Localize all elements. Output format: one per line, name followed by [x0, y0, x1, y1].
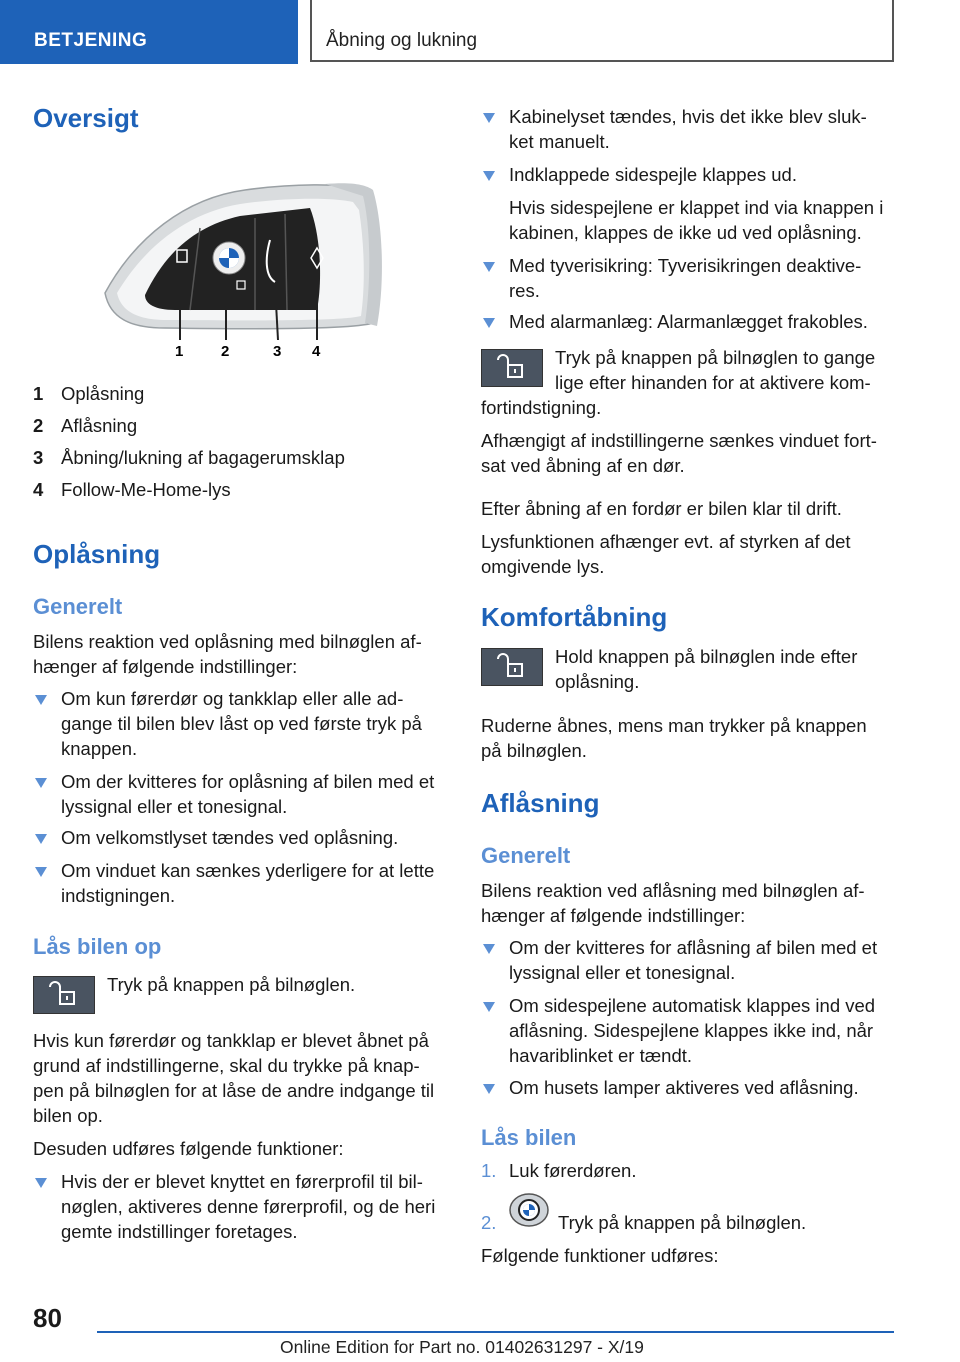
bullet-line: nøglen, aktiveres denne førerprofil, og de heri	[61, 1196, 436, 1217]
bullet-line: res.	[509, 280, 540, 301]
afhaengigt-text: sat ved åbning af en dør.	[481, 455, 685, 476]
sidespejle-note: Hvis sidespejlene er klappet ind via knappen i	[509, 197, 884, 218]
desuden-text: Desuden udføres følgende funktioner:	[33, 1138, 344, 1159]
header-section: BETJENING	[34, 30, 148, 51]
bullet-line: Om der kvitteres for oplåsning af bilen med et	[61, 771, 435, 792]
bullet-line: ket manuelt.	[509, 131, 610, 152]
unlock-button-icon	[481, 349, 543, 387]
bullet-line: havariblinket er tændt.	[509, 1045, 693, 1066]
generelt-intro-2: hænger af følgende indstillinger:	[33, 656, 298, 677]
ruderne-text: på bilnøglen.	[481, 740, 587, 761]
bullet-line: lyssignal eller et tonesignal.	[509, 962, 736, 983]
generelt-intro: hænger af følgende indstillinger:	[481, 905, 746, 926]
bullet-triangle-icon	[483, 262, 495, 272]
komfortaabning-title: Komfortåbning	[481, 602, 668, 632]
page-number: 80	[33, 1303, 62, 1333]
generelt-title: Generelt	[481, 843, 571, 868]
unlock-button-icon	[481, 648, 543, 686]
bullet-line: Indklappede sidespejle klappes ud.	[509, 164, 797, 185]
unlock-button-icon	[33, 976, 95, 1014]
key-fob-illustration	[95, 178, 395, 363]
lysfunktion-text: Lysfunktionen afhænger evt. af styrken af det	[481, 531, 851, 552]
header-section-tab	[0, 0, 298, 64]
afhaengigt-text: Afhængigt af indstillingerne sænkes vinduet fort-	[481, 430, 877, 451]
bullet-line: Om sidespejlene automatisk klappes ind ved	[509, 995, 876, 1016]
bullet-line: Om husets lamper aktiveres ved aflåsning.	[509, 1077, 859, 1098]
legend-num: 3	[33, 447, 44, 468]
generelt-intro: Bilens reaktion ved aflåsning med bilnøglen af-	[481, 880, 865, 901]
bullet-line: gemte indstillinger foretages.	[61, 1221, 298, 1242]
laas-title: Lås bilen	[481, 1125, 577, 1150]
laas-op-para: bilen op.	[33, 1105, 103, 1126]
bullet-line: aflåsning. Sidespejlene klappes ikke ind, når	[509, 1020, 874, 1041]
bullet-line: Hvis der er blevet knyttet en førerprofil til bil-	[61, 1171, 423, 1192]
legend-text: Follow-Me-Home-lys	[61, 479, 231, 500]
legend-num: 2	[33, 415, 44, 436]
bullet-triangle-icon	[35, 778, 47, 788]
komfort-hold: oplåsning.	[555, 671, 640, 692]
laas-op-para: Hvis kun førerdør og tankklap er blevet åbnet på	[33, 1030, 429, 1051]
legend-num: 4	[33, 479, 44, 500]
bullet-triangle-icon	[483, 944, 495, 954]
legend-text: Oplåsning	[61, 383, 145, 404]
legend-num: 1	[33, 383, 44, 404]
efter-text: Efter åbning af en fordør er bilen klar til drift.	[481, 498, 842, 519]
oplaasning-title: Oplåsning	[33, 539, 161, 569]
header-chapter: Åbning og lukning	[326, 30, 478, 51]
aflaasning-title: Aflåsning	[481, 788, 600, 818]
step-text: Tryk på knappen på bilnøglen.	[558, 1212, 807, 1233]
generelt-intro-1: Bilens reaktion ved oplåsning med bilnøglen af-	[33, 631, 422, 652]
figure-label: 2	[221, 343, 230, 360]
footer-edition: Online Edition for Part no. 01402631297 - X/19	[280, 1337, 644, 1357]
figure-label: 4	[312, 343, 321, 360]
lysfunktion-text: omgivende lys.	[481, 556, 605, 577]
legend-text: Aflåsning	[61, 415, 138, 436]
figure-label: 3	[273, 343, 282, 360]
step-num: 1.	[481, 1160, 497, 1181]
lock-button-icon	[508, 1192, 550, 1228]
bullet-triangle-icon	[483, 318, 495, 328]
bullet-triangle-icon	[35, 695, 47, 705]
bullet-triangle-icon	[483, 1084, 495, 1094]
komfort-step: lige efter hinanden for at aktivere kom-	[555, 372, 871, 393]
bullet-line: indstigningen.	[61, 885, 176, 906]
komfort-step: fortindstigning.	[481, 397, 602, 418]
footer-divider	[97, 1331, 894, 1333]
bullet-triangle-icon	[483, 171, 495, 181]
bullet-line: gange til bilen blev låst op ved første tryk på	[61, 713, 422, 734]
laas-op-para: grund af indstillingerne, skal du trykke på knap-	[33, 1055, 420, 1076]
figure-label: 1	[175, 343, 184, 360]
generelt-title: Generelt	[33, 594, 123, 619]
bullet-line: Med tyverisikring: Tyverisikringen deaktive-	[509, 255, 862, 276]
bullet-line: Om kun førerdør og tankklap eller alle ad-	[61, 688, 404, 709]
bullet-triangle-icon	[35, 867, 47, 877]
bullet-triangle-icon	[483, 1002, 495, 1012]
komfort-hold: Hold knappen på bilnøglen inde efter	[555, 646, 858, 667]
bullet-line: Kabinelyset tændes, hvis det ikke blev sluk-	[509, 106, 867, 127]
bullet-line: lyssignal eller et tonesignal.	[61, 796, 288, 817]
bullet-line: Om vinduet kan sænkes yderligere for at lette	[61, 860, 435, 881]
bullet-triangle-icon	[35, 1178, 47, 1188]
step-text: Luk førerdøren.	[509, 1160, 637, 1181]
bullet-triangle-icon	[483, 113, 495, 123]
sidespejle-note: kabinen, klappes de ikke ud ved oplåsning.	[509, 222, 862, 243]
bullet-line: knappen.	[61, 738, 138, 759]
laas-op-para: pen på bilnøglen for at låse de andre indgange til	[33, 1080, 435, 1101]
oversigt-title: Oversigt	[33, 103, 139, 133]
bullet-line: Om velkomstlyset tændes ved oplåsning.	[61, 827, 399, 848]
laas-op-title: Lås bilen op	[33, 934, 162, 959]
bullet-triangle-icon	[35, 834, 47, 844]
laas-op-step: Tryk på knappen på bilnøglen.	[107, 974, 356, 995]
bullet-line: Om der kvitteres for aflåsning af bilen med et	[509, 937, 878, 958]
step-num: 2.	[481, 1212, 497, 1233]
foelgende-text: Følgende funktioner udføres:	[481, 1245, 719, 1266]
komfort-step: Tryk på knappen på bilnøglen to gange	[555, 347, 876, 368]
legend-text: Åbning/lukning af bagagerumsklap	[61, 447, 345, 468]
header-chapter-box	[310, 0, 894, 62]
ruderne-text: Ruderne åbnes, mens man trykker på knappen	[481, 715, 867, 736]
bullet-line: Med alarmanlæg: Alarmanlægget frakobles.	[509, 311, 868, 332]
